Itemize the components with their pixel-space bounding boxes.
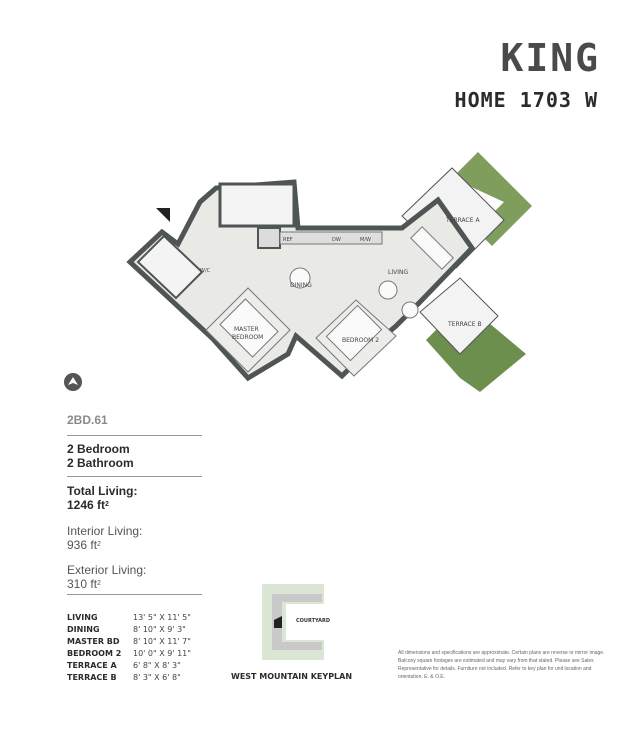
room-row: TERRACE B 8' 3" X 6' 8" bbox=[67, 673, 181, 682]
divider bbox=[67, 476, 202, 477]
terrace-a-label: TERRACE A bbox=[446, 217, 480, 224]
bathroom-count: 2 Bathroom bbox=[67, 456, 134, 470]
floor-plan bbox=[120, 140, 540, 410]
terrace-b-label: TERRACE B bbox=[448, 321, 482, 328]
bedroom-count: 2 Bedroom bbox=[67, 442, 130, 456]
disclaimer: All dimensions and specifications are approximate. Certain plans are reverse or mirror image. Balcony square footages are estimated and may vary from that stated. Please see Sales Representative for details. Furniture not included. Refer to key plan for unit location and orientation. E. & O.E. bbox=[398, 650, 605, 680]
wic-label: W/C bbox=[200, 268, 211, 274]
divider bbox=[67, 594, 202, 595]
mw-label: M/W bbox=[360, 237, 371, 243]
total-living bbox=[67, 484, 137, 512]
total-living-label: Total Living: bbox=[67, 484, 138, 498]
bathroom bbox=[220, 184, 294, 226]
page-title: HOME 1703 W bbox=[454, 88, 598, 112]
north-arrow-icon bbox=[64, 373, 82, 391]
keyplan-map bbox=[250, 580, 330, 664]
keyplan-title: WEST MOUNTAIN KEYPLAN bbox=[231, 672, 353, 681]
total-living-value: 1246 $ft^2$ bbox=[67, 498, 109, 512]
entry-marker bbox=[156, 208, 170, 222]
exterior-living-value: 310 $ft^2$ bbox=[67, 577, 101, 591]
room-row: DINING 8' 10" X 9' 3" bbox=[67, 625, 186, 634]
interior-living-label: Interior Living: bbox=[67, 524, 143, 538]
courtyard-label: COURTYARD bbox=[296, 618, 330, 624]
living-chair bbox=[402, 302, 418, 318]
divider bbox=[67, 435, 202, 436]
exterior-living bbox=[67, 563, 146, 591]
ref-label: REF bbox=[283, 237, 293, 243]
unit-summary bbox=[67, 442, 134, 470]
room-row: MASTER BD 8' 10" X 11' 7" bbox=[67, 637, 191, 646]
interior-living-value: 936 $ft^2$ bbox=[67, 538, 101, 552]
brand-logo: KING bbox=[500, 36, 600, 80]
exterior-living-label: Exterior Living: bbox=[67, 563, 147, 577]
room-row: LIVING 13' 5" X 11' 5" bbox=[67, 613, 191, 622]
bedroom-2-label: BEDROOM 2 bbox=[342, 337, 380, 344]
room-row: TERRACE A 6' 8" X 8' 3" bbox=[67, 661, 181, 670]
living-label: LIVING bbox=[388, 269, 409, 276]
shower bbox=[258, 228, 280, 248]
room-dimensions bbox=[67, 612, 191, 684]
master-label-1: MASTER bbox=[234, 326, 259, 333]
master-label-2: BEDROOM bbox=[232, 334, 264, 341]
interior-living bbox=[67, 524, 142, 552]
living-chair bbox=[379, 281, 397, 299]
dining-label: DINING bbox=[290, 282, 312, 289]
room-row: BEDROOM 2 10' 0" X 9' 11" bbox=[67, 649, 191, 658]
unit-code: 2BD.61 bbox=[67, 413, 108, 427]
dw-label: DW bbox=[332, 237, 341, 243]
